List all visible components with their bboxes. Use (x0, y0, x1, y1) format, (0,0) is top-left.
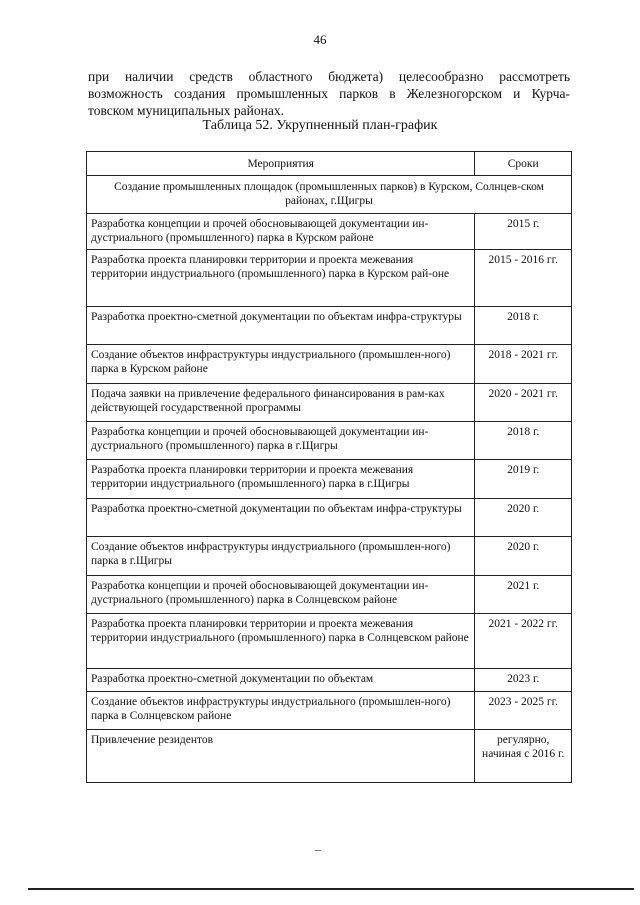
table-row (87, 576, 572, 614)
activity-cell: Разработка проектно-сметной документации по объектам инфра-структуры (87, 499, 475, 537)
term-cell: 2020 г. (475, 499, 572, 537)
term-cell: 2015 г. (475, 214, 572, 250)
table-row (87, 422, 572, 460)
table-row (87, 499, 572, 537)
page-mark (315, 850, 321, 851)
intro-line: товском муниципальных районах. (88, 103, 284, 118)
table-header-row (87, 152, 572, 176)
schedule-table (86, 151, 572, 783)
header-activities: Мероприятия (87, 152, 475, 176)
term-cell: 2018 г. (475, 307, 572, 345)
intro-line: при наличии средств областного бюджета) целесообразно рассмотреть (88, 69, 570, 84)
term-cell: 2019 г. (475, 460, 572, 499)
header-terms: Сроки (475, 152, 572, 176)
activity-cell: Разработка проекта планировки территории и проекта межевания территории индустриального (промышленного) парка в Солнцевском районе (87, 614, 475, 669)
activity-cell: Разработка проекта планировки территории и проекта межевания территории индустриального (промышленного) парка в г.Щигры (87, 460, 475, 499)
table-row (87, 345, 572, 384)
term-cell: 2023 - 2025 гг. (475, 692, 572, 730)
section-title: Создание промышленных площадок (промышленных парков) в Курском, Солнцев-ском районах, г.Щигры (87, 176, 572, 214)
activity-cell: Разработка концепции и прочей обосновывающей документации ин-дустриального (промышленного) парка в Солнцевском районе (87, 576, 475, 614)
activity-cell: Разработка проекта планировки территории и проекта межевания территории индустриального (промышленного) парка в Курском рай-оне (87, 250, 475, 307)
page-number: 46 (313, 32, 327, 47)
term-cell: 2015 - 2016 гг. (475, 250, 572, 307)
table-row (87, 307, 572, 345)
activity-cell: Разработка концепции и прочей обосновывающей документации ин-дустриального (промышленного) парка в г.Щигры (87, 422, 475, 460)
page-bottom-rule (28, 888, 634, 890)
activity-cell: Разработка проектно-сметной документации по объектам (87, 669, 475, 692)
term-cell: 2018 г. (475, 422, 572, 460)
table-row (87, 614, 572, 669)
activity-cell: Создание объектов инфраструктуры индустриального (промышлен-ного) парка в Солнцевском районе (87, 692, 475, 730)
activity-cell: Разработка проектно-сметной документации по объектам инфра-структуры (87, 307, 475, 345)
section-row (87, 176, 572, 214)
term-cell: 2020 - 2021 гг. (475, 384, 572, 422)
term-cell: 2023 г. (475, 669, 572, 692)
table-row (87, 730, 572, 783)
table-row (87, 384, 572, 422)
table-row (87, 460, 572, 499)
term-cell: 2021 г. (475, 576, 572, 614)
table-caption: Таблица 52. Укрупненный план-график (202, 118, 438, 133)
term-cell: 2021 - 2022 гг. (475, 614, 572, 669)
term-cell: 2020 г. (475, 537, 572, 576)
table-row (87, 669, 572, 692)
activity-cell: Разработка концепции и прочей обосновывающей документации ин-дустриального (промышленного) парка в Курском районе (87, 214, 475, 250)
table-row (87, 250, 572, 307)
activity-cell: Подача заявки на привлечение федерального финансирования в рам-ках действующей государственной программы (87, 384, 475, 422)
term-cell: 2018 - 2021 гг. (475, 345, 572, 384)
table-row (87, 692, 572, 730)
table-row (87, 537, 572, 576)
activity-cell: Создание объектов инфраструктуры индустриального (промышлен-ного) парка в Курском районе (87, 345, 475, 384)
activity-cell: Привлечение резидентов (87, 730, 475, 783)
activity-cell: Создание объектов инфраструктуры индустриального (промышлен-ного) парка в г.Щигры (87, 537, 475, 576)
intro-line: возможность создания промышленных парков в Железногорском и Курча- (88, 86, 570, 101)
intro-paragraph (88, 68, 570, 119)
table-row (87, 214, 572, 250)
term-cell: регулярно, начиная с 2016 г. (475, 730, 572, 783)
